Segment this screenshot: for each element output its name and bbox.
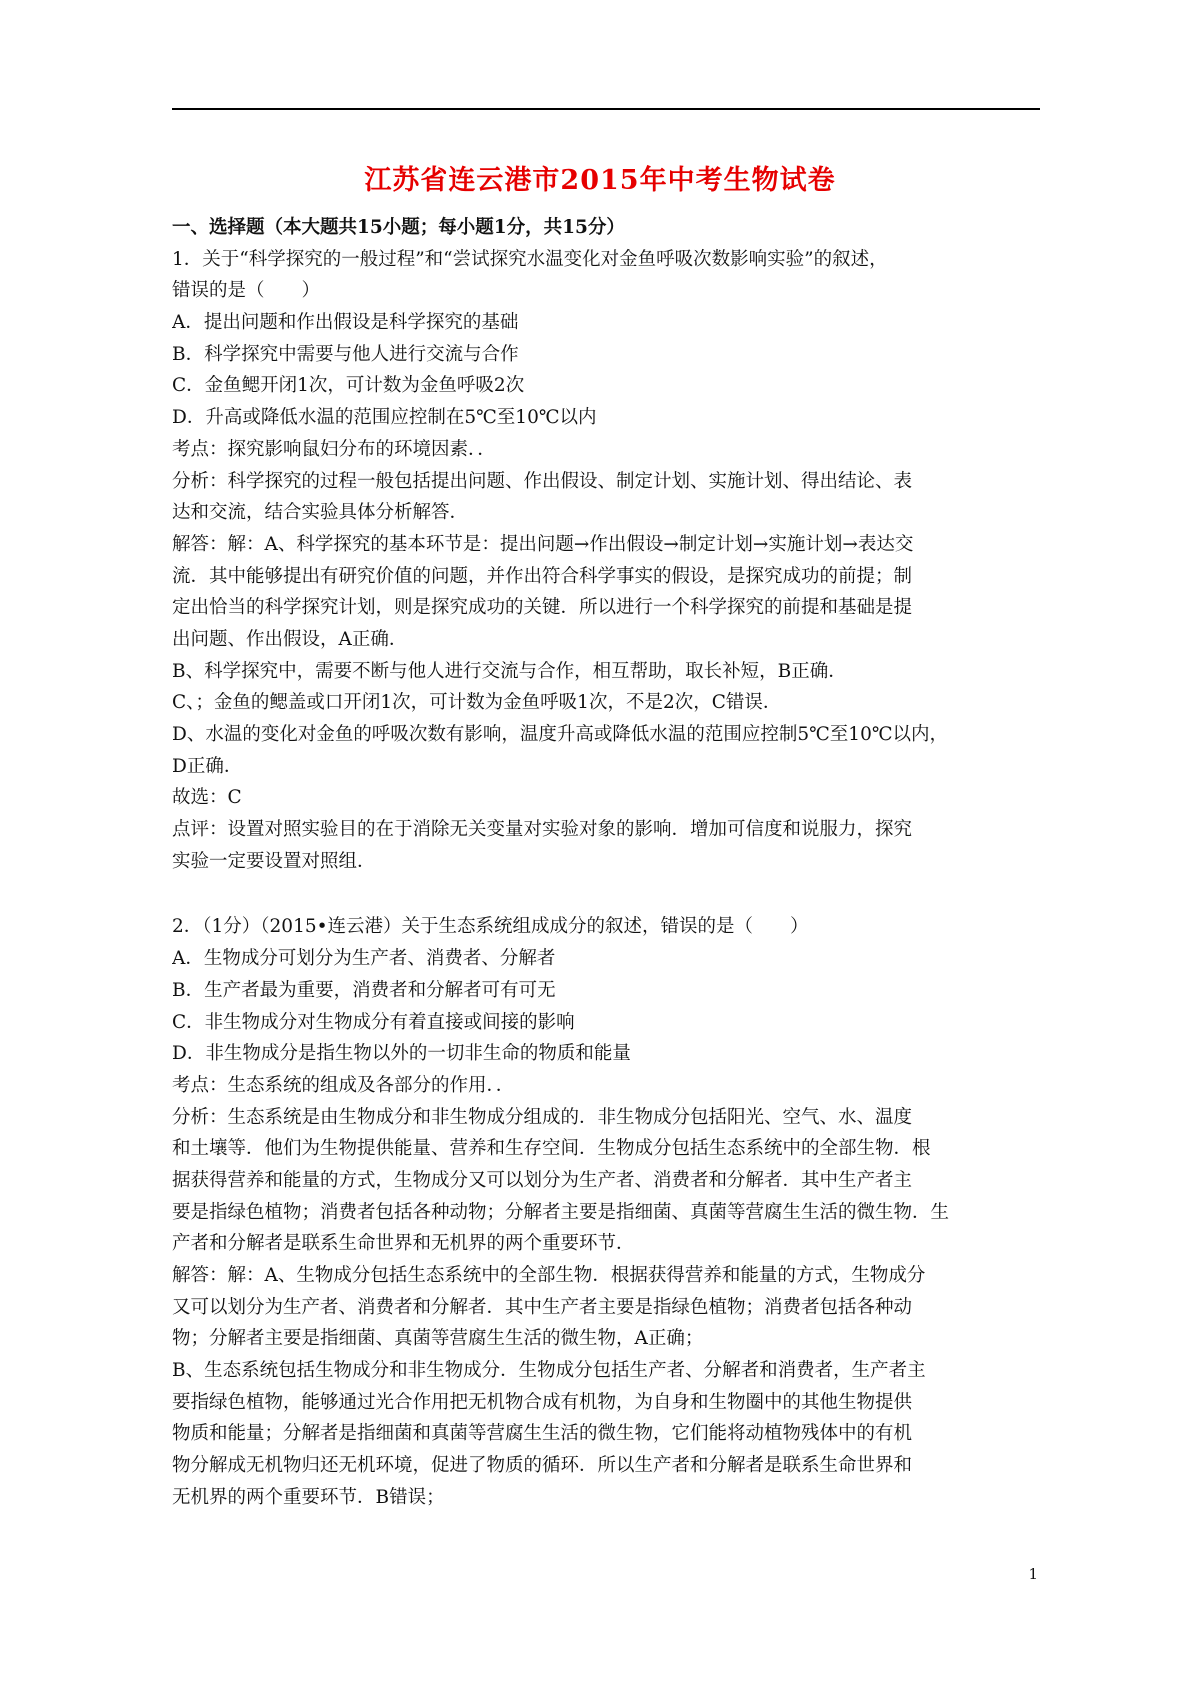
text-line: 和土壤等．他们为生物提供能量、营养和生存空间．生物成分包括生态系统中的全部生物．根 — [172, 1138, 931, 1160]
text-line: D正确． — [172, 755, 243, 777]
option-b: B．生产者最为重要，消费者和分解者可有可无 — [172, 979, 556, 1001]
text-line: 错误的是（ ） — [172, 280, 321, 302]
text-line: 1．关于“科学探究的一般过程”和“尝试探究水温变化对金鱼呼吸次数影响实验”的叙述， — [172, 248, 888, 270]
section-heading: 一、选择题（本大题共15小题；每小题1分，共15分） — [172, 217, 625, 238]
text-line: 考点：探究影响鼠妇分布的环境因素．． — [172, 438, 496, 460]
document-body — [172, 212, 1042, 1514]
option-a: A．生物成分可划分为生产者、消费者、分解者 — [172, 948, 556, 970]
option-d: D．非生物成分是指生物以外的一切非生命的物质和能量 — [172, 1043, 631, 1065]
question-1 — [172, 244, 1042, 878]
text-line: 物；分解者主要是指细菌、真菌等营腐生生活的微生物，A正确； — [172, 1328, 704, 1350]
text-line: 又可以划分为生产者、消费者和分解者．其中生产者主要是指绿色植物；消费者包括各种动 — [172, 1296, 913, 1318]
text-line: 解答：解：A、生物成分包括生态系统中的全部生物．根据获得营养和能量的方式，生物成分 — [172, 1265, 926, 1286]
text-line: 故选：C — [172, 787, 242, 809]
text-line: 要指绿色植物，能够通过光合作用把无机物合成有机物，为自身和生物圈中的其他生物提供 — [172, 1391, 913, 1413]
text-line: 物分解成无机物归还无机环境，促进了物质的循环．所以生产者和分解者是联系生命世界和 — [172, 1455, 913, 1477]
text-line: 点评：设置对照实验目的在于消除无关变量对实验对象的影响．增加可信度和说服力，探究 — [172, 819, 913, 841]
text-line: C、；金鱼的鳃盖或口开闭1次，可计数为金鱼呼吸1次，不是2次，C错误． — [172, 692, 782, 714]
page-number: 1 — [1028, 1565, 1038, 1583]
text-line: B、生态系统包括生物成分和非生物成分．生物成分包括生产者、分解者和消费者，生产者主 — [172, 1360, 926, 1382]
option-c: C．金鱼鳃开闭1次，可计数为金鱼呼吸2次 — [172, 375, 525, 397]
question-spacer — [172, 877, 1042, 911]
question-2 — [172, 911, 1042, 1513]
header-rule — [172, 108, 1040, 110]
text-line: 产者和分解者是联系生命世界和无机界的两个重要环节． — [172, 1233, 635, 1255]
page-title: 江苏省连云港市2015年中考生物试卷 — [364, 165, 836, 196]
text-line: 流．其中能够提出有研究价值的问题，并作出符合科学事实的假设，是探究成功的前提；制 — [172, 565, 913, 587]
text-line: 物质和能量；分解者是指细菌和真菌等营腐生生活的微生物，它们能将动植物残体中的有机 — [172, 1423, 913, 1445]
text-line: 据获得营养和能量的方式，生物成分又可以划分为生产者、消费者和分解者．其中生产者主 — [172, 1169, 913, 1191]
text-line: 实验一定要设置对照组． — [172, 850, 376, 872]
option-c: C．非生物成分对生物成分有着直接或间接的影响 — [172, 1011, 575, 1033]
text-line: 无机界的两个重要环节．B错误； — [172, 1486, 445, 1508]
text-line: B、科学探究中，需要不断与他人进行交流与合作，相互帮助，取长补短，B正确． — [172, 660, 847, 682]
text-line: 出问题、作出假设，A正确． — [172, 628, 408, 650]
text-line: 定出恰当的科学探究计划，则是探究成功的关键．所以进行一个科学探究的前提和基础是提 — [172, 597, 913, 619]
text-line: 2．（1分）（2015•连云港）关于生态系统组成成分的叙述，错误的是（ ） — [172, 916, 809, 938]
text-line: 要是指绿色植物；消费者包括各种动物；分解者主要是指细菌、真菌等营腐生生活的微生物．生 — [172, 1201, 950, 1223]
text-line: 分析：科学探究的过程一般包括提出问题、作出假设、制定计划、实施计划、得出结论、表 — [172, 470, 913, 492]
option-a: A．提出问题和作出假设是科学探究的基础 — [172, 312, 519, 334]
text-line: 考点：生态系统的组成及各部分的作用．． — [172, 1074, 515, 1096]
option-b: B．科学探究中需要与他人进行交流与合作 — [172, 343, 519, 365]
option-d: D．升高或降低水温的范围应控制在5℃至10℃以内 — [172, 407, 597, 429]
text-line: 分析：生态系统是由生物成分和非生物成分组成的．非生物成分包括阳光、空气、水、温度 — [172, 1106, 913, 1128]
text-line: 解答：解：A、科学探究的基本环节是：提出问题→作出假设→制定计划→实施计划→表达交 — [172, 533, 914, 555]
text-line: 达和交流，结合实验具体分析解答． — [172, 502, 469, 524]
text-line: D、水温的变化对金鱼的呼吸次数有影响，温度升高或降低水温的范围应控制5℃至10℃以内， — [172, 724, 949, 745]
